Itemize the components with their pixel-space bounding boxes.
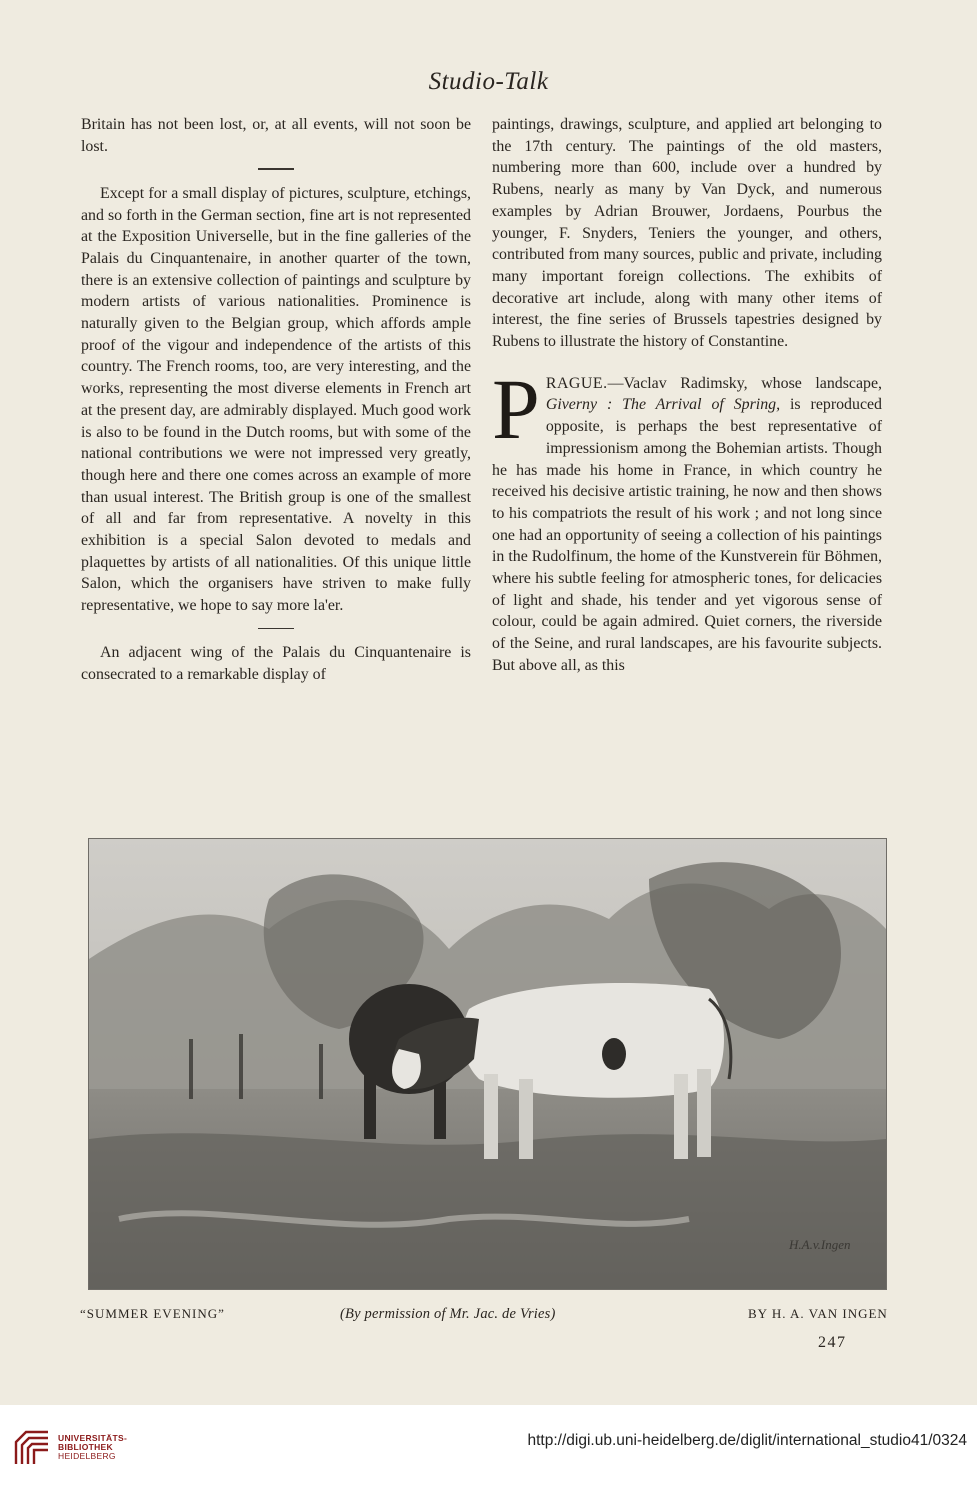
library-line: BIBLIOTHEK	[58, 1442, 113, 1452]
paragraph: An adjacent wing of the Palais du Cinquantenaire is consecrated to a remarkable display of	[81, 644, 471, 683]
right-column	[492, 114, 882, 677]
painting-signature: H.A.v.Ingen	[789, 1237, 851, 1252]
prague-paragraph	[492, 360, 883, 677]
source-url-link[interactable]: http://digi.ub.uni-heidelberg.de/diglit/international_studio41/0324	[527, 1432, 967, 1449]
artwork-title: Giverny : The Arrival of Spring,	[545, 396, 781, 414]
paragraph: Britain has not been lost, or, at all events, will not soon be lost.	[81, 116, 471, 155]
library-line: UNIVERSITÄTS-	[58, 1433, 128, 1443]
paragraph: Except for a small display of pictures, sculpture, etchings, and so forth in the German section, fine art is not represented at the Exposition Universelle, but in the fine galleries of the Palais du Cinquantenaire, in another quarter of the town, there is an extensive collection of paintings and sculpture by modern artists of various nationalities. Prominence is naturally given to the Belgian group, which affords ample proof of the vigour and independence of the artists of this country. The French rooms, too, are very interesting, and the works, representing the most diverse elements in French art at the present day, are admirably displayed. Much good work is also to be found in the Dutch rooms, but with some of the national contributions we were not impressed very greatly, though here and there one comes across an example of more than usual interest. The British group is one of the smallest of all and far from representative. A novelty in this exhibition is a special Salon devoted to medals and plaquettes by artists of all nationalities. Of this unique little Salon, which the organisers have striven to make fully representative, we hope to say more la'er.	[81, 184, 471, 615]
drop-cap: P	[492, 360, 540, 457]
page-number: 247	[818, 1334, 847, 1351]
text-run: is reproduced opposite, is perhaps the best representative of impressionism among the Bohemian artists. Though he has made his home in France, in which country he received his decisive artistic training, he now and then shows to his compatriots the result of his work ; and not long since one had an opportunity of seeing a collection of his paintings in the Rudolfinum, the home of the Kunstverein für Böhmen, where his subtle feeling for atmospheric tones, for delicacies of light and shade, his tender and yet vigorous sense of colour, could be again admired. Quiet corners, the riverside of the Seine, and rural landscapes, are his favourite subjects. But above all, as this	[492, 396, 883, 674]
heidelberg-library-logo-icon	[12, 1428, 52, 1468]
caption-permission: (By permission of Mr. Jac. de Vries)	[340, 1306, 556, 1322]
running-head: Studio-Talk	[428, 68, 549, 95]
section-lead: RAGUE.	[545, 374, 608, 392]
library-name	[58, 1434, 127, 1461]
text-run: —Vaclav Radimsky, whose landscape,	[607, 374, 882, 392]
painting-cows-in-meadow	[89, 839, 886, 1289]
section-rule	[258, 628, 294, 629]
section-rule	[258, 168, 294, 169]
caption-artist: BY H. A. VAN INGEN	[748, 1306, 888, 1321]
left-column	[81, 114, 471, 686]
caption-title: “SUMMER EVENING”	[80, 1306, 225, 1321]
painting-reproduction	[88, 838, 887, 1290]
paragraph: paintings, drawings, sculpture, and applied art belonging to the 17th century. The paintings of the old masters, numbering more than 600, include over a hundred by Rubens, nearly as many by Van Dyck, and numerous examples by Adrian Brouwer, Jordaens, Pourbus the younger, F. Snyders, Teniers the younger, and others, contributed from many sources, public and private, including many important foreign collections. The exhibits of decorative art include, along with many other items of interest, the fine series of Brussels tapestries designed by Rubens to illustrate the history of Constantine.	[492, 116, 882, 351]
library-line: HEIDELBERG	[58, 1451, 116, 1461]
